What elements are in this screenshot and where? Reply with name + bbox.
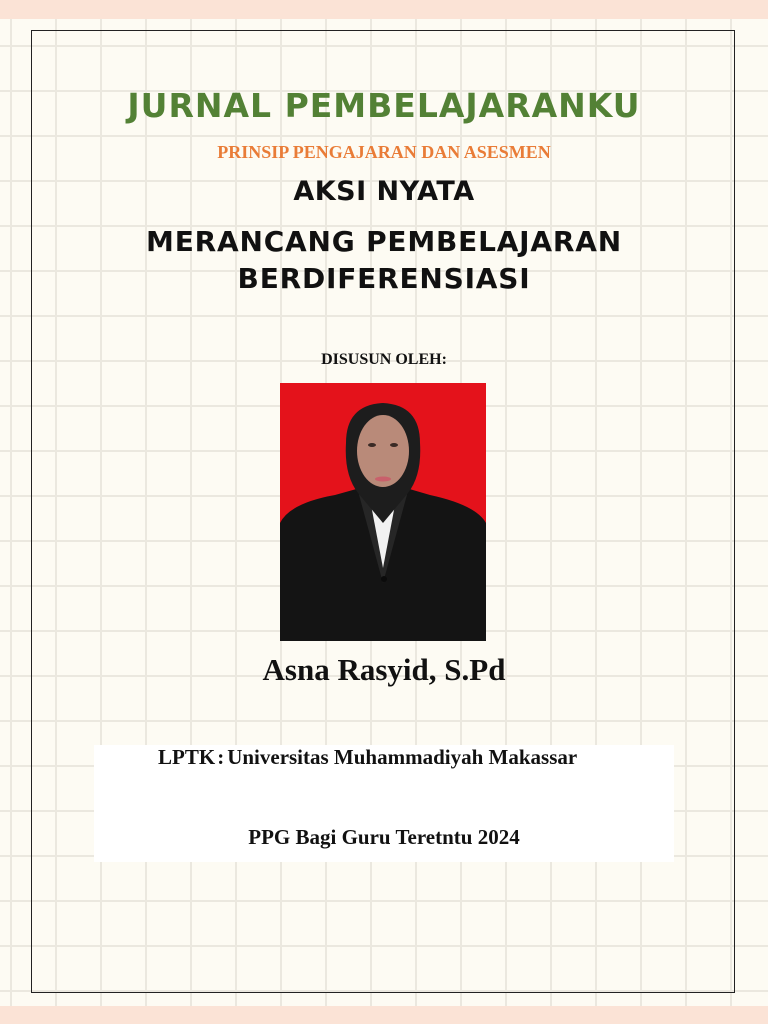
- author-photo: [280, 383, 486, 641]
- author-name: Asna Rasyid, S.Pd: [262, 652, 506, 687]
- lptk-separator: :: [217, 745, 225, 769]
- top-band: [0, 0, 768, 19]
- portrait-illustration: [280, 383, 486, 641]
- lptk-label: LPTK: [158, 745, 216, 769]
- prepared-by-label: DISUSUN OLEH:: [321, 351, 447, 368]
- topic-title-line2: BERDIFERENSIASI: [237, 262, 531, 295]
- bottom-band: [0, 1006, 768, 1024]
- lptk-line: [158, 745, 577, 770]
- section-heading: AKSI NYATA: [293, 176, 475, 207]
- lptk-value: Universitas Muhammadiyah Makassar: [227, 745, 578, 769]
- program-name: PPG Bagi Guru Teretntu 2024: [248, 825, 520, 849]
- topic-title: [0, 223, 768, 297]
- journal-subtitle: PRINSIP PENGAJARAN DAN ASESMEN: [217, 142, 551, 162]
- journal-title: JURNAL PEMBELAJARANKU: [127, 86, 641, 125]
- topic-title-line1: MERANCANG PEMBELAJARAN: [146, 225, 622, 258]
